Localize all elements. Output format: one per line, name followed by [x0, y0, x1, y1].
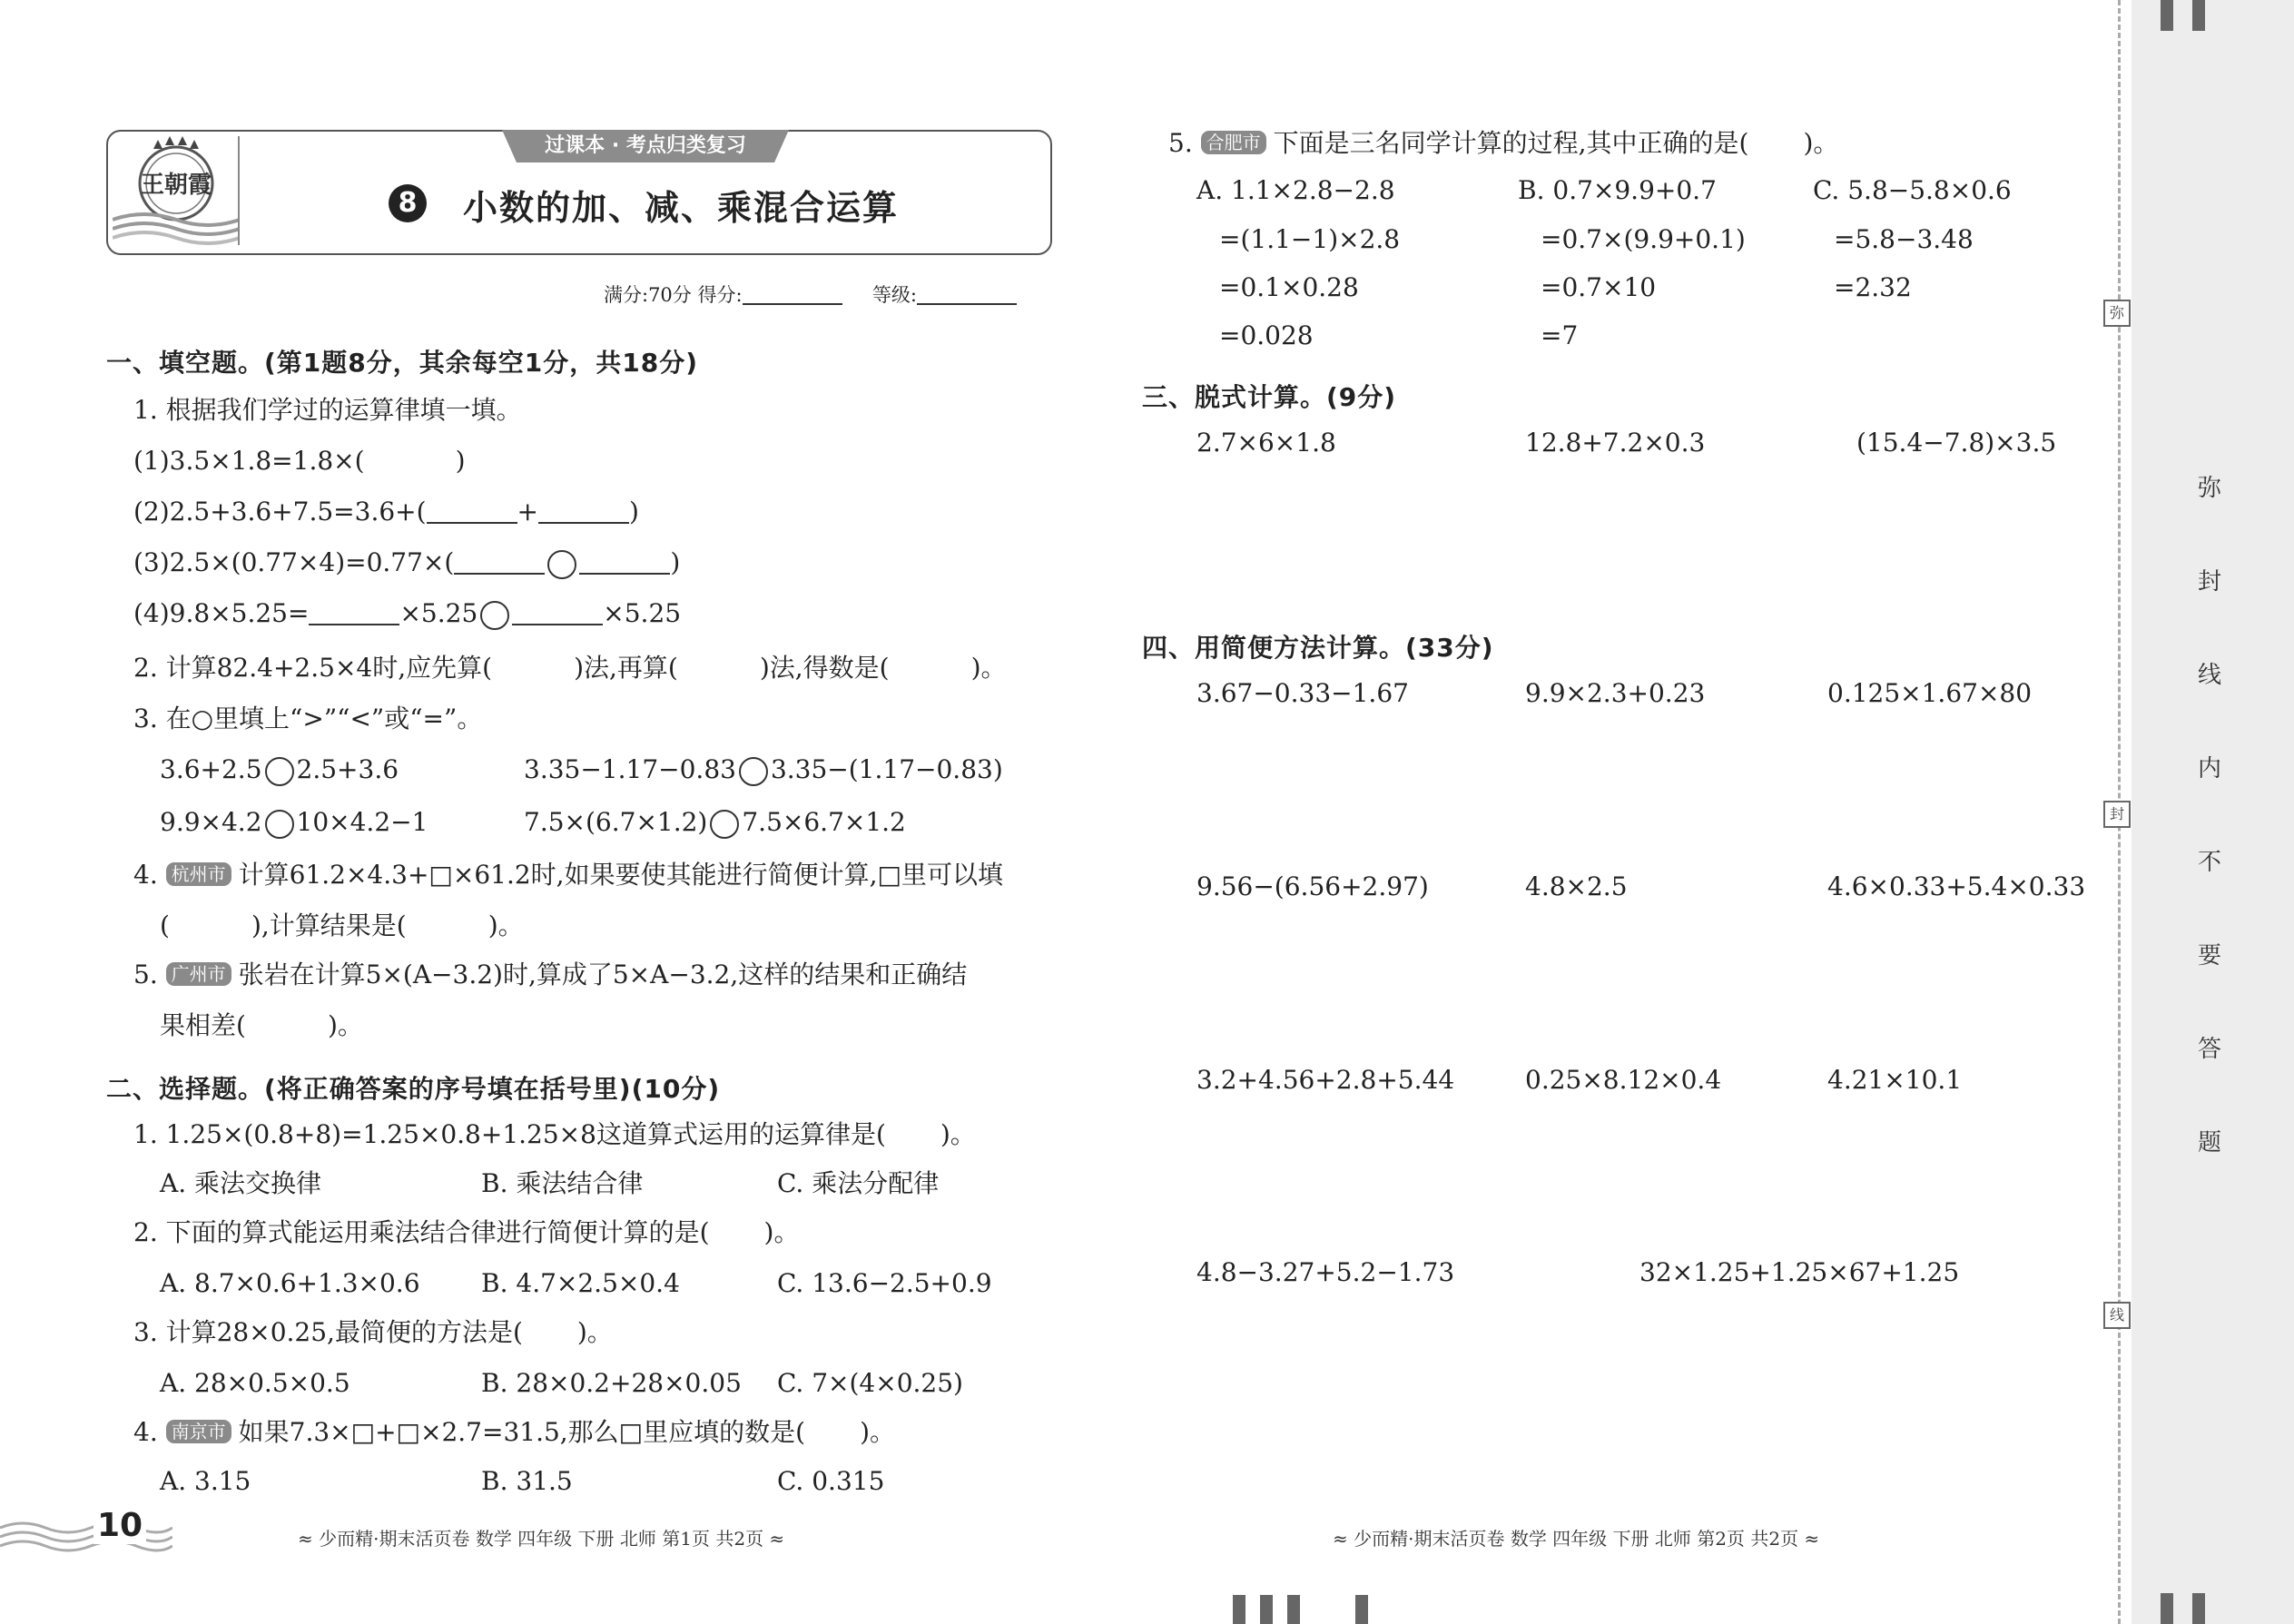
- margin-char: 不: [2198, 849, 2222, 876]
- s2-q1-opt-a: A. 乘法交换律: [160, 1168, 322, 1198]
- s4-r3-1: 3.2+4.56+2.8+5.44: [1196, 1065, 1455, 1095]
- s1-q2-text2: )法,再算(: [574, 653, 678, 683]
- margin-char: 答: [2198, 1036, 2222, 1063]
- crop-mark: [2192, 1593, 2205, 1624]
- s2-q4-end: )。: [860, 1417, 895, 1447]
- score-label: 满分:70分 得分:: [604, 284, 743, 306]
- q-number: 4.: [133, 860, 158, 890]
- s1-q5-line2: [160, 1009, 363, 1042]
- s4-r2-3: 4.6×0.33+5.4×0.33: [1827, 871, 2086, 901]
- margin-char: 内: [2198, 755, 2222, 782]
- answer-blank[interactable]: [454, 573, 545, 575]
- s2-q5-c-line3: =2.32: [1834, 272, 1912, 302]
- s2-q5-c-line2: =5.8−3.48: [1834, 224, 1974, 254]
- s3-item-3: (15.4−7.8)×3.5: [1856, 428, 2057, 458]
- answer-blank[interactable]: [512, 624, 603, 625]
- city-tag: 南京市: [166, 1420, 231, 1443]
- s1-q1: 1. 根据我们学过的运算律填一填。: [133, 395, 522, 425]
- s2-q2-opt-c: C. 13.6−2.5+0.9: [777, 1268, 992, 1298]
- s1-q1-2: [133, 496, 639, 528]
- unit-title: 小数的加、减、乘混合运算: [463, 188, 900, 228]
- score-blank[interactable]: [743, 303, 842, 305]
- s2-q2-text: 2. 下面的算式能运用乘法结合律进行简便计算的是(: [133, 1217, 710, 1247]
- s1-q3-r1a: [160, 753, 399, 786]
- s2-q1: [133, 1118, 976, 1151]
- city-tag: 广州市: [166, 962, 231, 986]
- s1-q1-3: [133, 546, 680, 579]
- grade-label: 等级:: [871, 284, 918, 306]
- compare-circle[interactable]: [265, 757, 294, 786]
- s4-r4-2: 32×1.25+1.25×67+1.25: [1639, 1257, 1960, 1287]
- binding-strip: [2132, 0, 2294, 1624]
- s1-q5-line1: [133, 959, 967, 991]
- compare-circle[interactable]: [265, 810, 294, 839]
- s1-q4-line2: [160, 910, 524, 942]
- compare-circle[interactable]: [710, 810, 739, 839]
- score-line: [604, 281, 1017, 308]
- q-number: 5.: [1168, 128, 1193, 158]
- margin-char: 弥: [2198, 475, 2222, 502]
- crop-mark: [1287, 1595, 1300, 1624]
- page-number-wave: [0, 1511, 172, 1557]
- s2-q2-opt-b: B. 4.7×2.5×0.4: [481, 1268, 680, 1298]
- s2-q5-c-line1: C. 5.8−5.8×0.6: [1813, 175, 2012, 205]
- s2-q3-text: 3. 计算28×0.25,最简便的方法是(: [133, 1317, 523, 1347]
- s2-q4-opt-b: B. 31.5: [481, 1466, 573, 1496]
- logo-separator: [238, 136, 240, 245]
- s1-q3-r2b: [524, 806, 906, 839]
- s1-q1-4-mid: ×5.25: [399, 598, 478, 628]
- s2-q3-end: )。: [576, 1317, 613, 1347]
- city-tag: 合肥市: [1201, 131, 1266, 154]
- city-tag: 杭州市: [166, 862, 231, 886]
- crop-mark: [2161, 0, 2173, 31]
- s4-r3-3: 4.21×10.1: [1827, 1065, 1963, 1095]
- s1-q2-text: 2. 计算82.4+2.5×4时,应先算(: [133, 653, 493, 683]
- s1-q5-text2: 果相差(: [160, 1010, 246, 1040]
- s3-item-2: 12.8+7.2×0.3: [1525, 428, 1706, 458]
- s2-q5-b-line1: B. 0.7×9.9+0.7: [1518, 175, 1717, 205]
- section4-heading: 四、用简便方法计算。(33分): [1142, 633, 1494, 663]
- s1-q1-2-close: ): [629, 497, 639, 527]
- margin-char: 封: [2198, 568, 2222, 595]
- operator-circle[interactable]: [480, 601, 509, 630]
- s1-q1-2-text: (2)2.5+3.6+7.5=3.6+(: [133, 497, 427, 527]
- s2-q4-text: 如果7.3×□+□×2.7=31.5,那么□里应填的数是(: [238, 1417, 806, 1447]
- s1-q3-r2a: [160, 806, 428, 839]
- grade-blank[interactable]: [917, 303, 1017, 305]
- s2-q4-opt-c: C. 0.315: [777, 1466, 885, 1496]
- s2-q2-end: )。: [763, 1217, 800, 1247]
- s2-q5-a-line3: =0.1×0.28: [1219, 272, 1359, 302]
- footer-left: ≈ 少而精·期末活页卷 数学 四年级 下册 北师 第1页 共2页 ≈: [298, 1528, 785, 1550]
- q-number: 4.: [133, 1417, 158, 1447]
- logo: [113, 136, 240, 245]
- s4-r4-1: 4.8−3.27+5.2−1.73: [1196, 1257, 1455, 1287]
- s2-q5-a-line4: =0.028: [1219, 320, 1314, 350]
- answer-blank[interactable]: [579, 573, 670, 575]
- s2-q1-text: 1. 1.25×(0.8+8)=1.25×0.8+1.25×8这道算式运用的运算律是(: [133, 1119, 886, 1149]
- crop-mark: [1260, 1595, 1273, 1624]
- answer-blank[interactable]: [427, 522, 517, 524]
- crop-mark: [1355, 1595, 1368, 1624]
- s4-r1-1: 3.67−0.33−1.67: [1196, 678, 1409, 708]
- s1-q1-3-text: (3)2.5×(0.77×4)=0.77×(: [133, 547, 455, 577]
- s1-q3-r1b: [524, 753, 1003, 786]
- s3-item-1: 2.7×6×1.8: [1196, 428, 1336, 458]
- s2-q3-opt-a: A. 28×0.5×0.5: [160, 1368, 350, 1398]
- crop-mark: [2161, 1593, 2173, 1624]
- s2-q1-end: )。: [940, 1119, 976, 1149]
- margin-box-2: 封: [2103, 801, 2131, 828]
- s2-q4: [133, 1416, 895, 1449]
- compare-left: 3.6+2.5: [160, 754, 262, 784]
- footer-right: ≈ 少而精·期末活页卷 数学 四年级 下册 北师 第2页 共2页 ≈: [1333, 1528, 1820, 1550]
- s2-q1-opt-c: C. 乘法分配律: [777, 1168, 940, 1198]
- compare-right: 7.5×6.7×1.2: [742, 807, 906, 837]
- s1-q3: 3. 在○里填上“>”“<”或“=”。: [133, 704, 483, 733]
- s1-q2-end: )。: [970, 653, 1007, 683]
- margin-char: 要: [2198, 942, 2222, 969]
- compare-circle[interactable]: [739, 757, 768, 786]
- compare-right: 10×4.2−1: [296, 807, 428, 837]
- s1-q2-text3: )法,得数是(: [759, 653, 890, 683]
- s4-r3-2: 0.25×8.12×0.4: [1525, 1065, 1722, 1095]
- answer-blank[interactable]: [309, 624, 399, 625]
- s2-q5-end: )。: [1803, 128, 1839, 158]
- s1-q1-4-end: ×5.25: [603, 598, 682, 628]
- s2-q5-b-line4: =7: [1541, 320, 1579, 350]
- s1-q5-end: )。: [327, 1010, 363, 1040]
- paren-open: (: [160, 910, 170, 940]
- s2-q5-b-line2: =0.7×(9.9+0.1): [1541, 224, 1746, 254]
- s1-q1-4-text: (4)9.8×5.25=: [133, 598, 310, 628]
- s1-q4-line1: [133, 859, 1003, 891]
- margin-char: 线: [2198, 662, 2222, 689]
- banner: [502, 130, 789, 162]
- s1-q4-text: 计算61.2×4.3+□×61.2时,如果要使其能进行简便计算,□里可以填: [238, 860, 1003, 890]
- section1-heading: 一、填空题。(第1题8分，其余每空1分，共18分): [106, 348, 699, 378]
- s2-q5-text: 下面是三名同学计算的过程,其中正确的是(: [1273, 128, 1749, 158]
- s1-q1-2-plus: +: [517, 497, 539, 527]
- section2-heading: 二、选择题。(将正确答案的序号填在括号里)(10分): [106, 1074, 721, 1104]
- s1-q1-1-text: (1)3.5×1.8=1.8×(: [133, 446, 365, 476]
- section3-heading: 三、脱式计算。(9分): [1142, 382, 1397, 412]
- s4-r1-3: 0.125×1.67×80: [1827, 678, 2033, 708]
- margin-char: 题: [2198, 1129, 2222, 1156]
- s2-q2-opt-a: A. 8.7×0.6+1.3×0.6: [160, 1268, 420, 1298]
- crop-mark: [2192, 0, 2205, 31]
- s2-q2: [133, 1216, 799, 1249]
- unit-number: 8: [389, 184, 427, 222]
- s2-q4-opt-a: A. 3.15: [160, 1466, 251, 1496]
- answer-blank[interactable]: [538, 522, 629, 524]
- s1-q1-1-close: ): [455, 446, 466, 476]
- operator-circle[interactable]: [547, 550, 576, 579]
- s1-q4-end: )。: [487, 910, 524, 940]
- margin-box-1: 弥: [2103, 300, 2131, 327]
- s2-q5-a-line1: A. 1.1×2.8−2.8: [1196, 175, 1395, 205]
- s2-q3-opt-b: B. 28×0.2+28×0.05: [481, 1368, 742, 1398]
- s2-q5-a-line2: =(1.1−1)×2.8: [1219, 224, 1401, 254]
- s2-q1-opt-b: B. 乘法结合律: [481, 1168, 644, 1198]
- s2-q3: [133, 1316, 613, 1349]
- s1-q1-1: [133, 445, 466, 477]
- crop-mark: [1233, 1595, 1245, 1624]
- s1-q5-text: 张岩在计算5×(A−3.2)时,算成了5×A−3.2,这样的结果和正确结: [238, 960, 968, 989]
- compare-left: 7.5×(6.7×1.2): [524, 807, 708, 837]
- s4-r1-2: 9.9×2.3+0.23: [1525, 678, 1706, 708]
- s4-r2-1: 9.56−(6.56+2.97): [1196, 871, 1429, 901]
- s1-q1-3-close: ): [670, 547, 681, 577]
- banner-text: 过课本 · 考点归类复习: [545, 134, 746, 157]
- s2-q3-opt-c: C. 7×(4×0.25): [777, 1368, 963, 1398]
- margin-box-3: 线: [2103, 1302, 2131, 1329]
- q-number: 5.: [133, 960, 158, 989]
- s1-q2: [133, 652, 1007, 684]
- page-number: 10: [94, 1507, 146, 1544]
- compare-left: 3.35−1.17−0.83: [524, 754, 736, 784]
- s4-r2-2: 4.8×2.5: [1525, 871, 1628, 901]
- s2-q5: [1168, 127, 1838, 160]
- compare-right: 2.5+3.6: [296, 754, 399, 784]
- compare-left: 9.9×4.2: [160, 807, 262, 837]
- s1-q1-4: [133, 597, 681, 630]
- s1-q4-text2: ),计算结果是(: [251, 910, 407, 940]
- s2-q5-b-line3: =0.7×10: [1541, 272, 1657, 302]
- svg-text:王朝霞: 王朝霞: [140, 172, 212, 199]
- compare-right: 3.35−(1.17−0.83): [770, 754, 1003, 784]
